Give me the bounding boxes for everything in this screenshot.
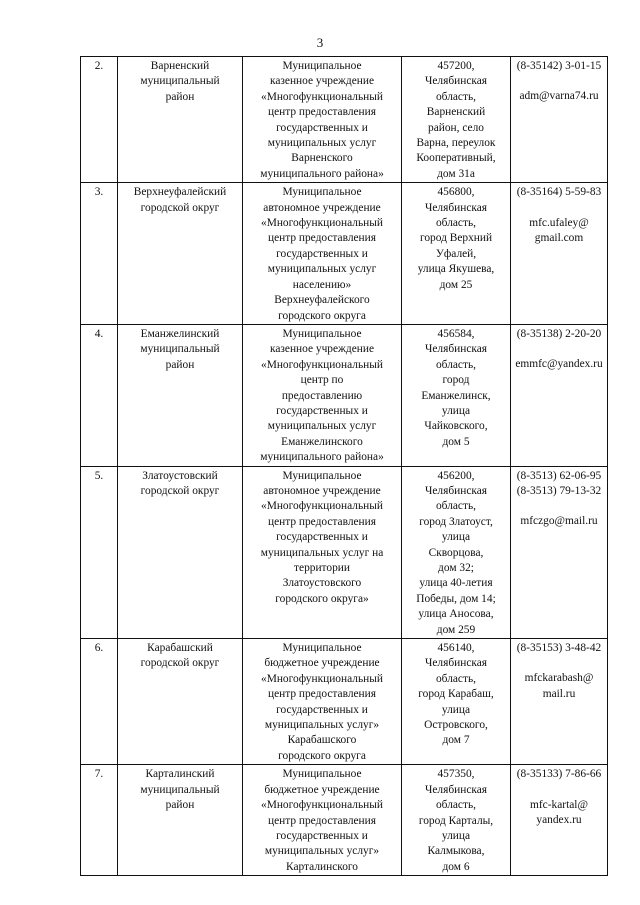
district-cell: [118, 183, 243, 325]
address-line: улица: [441, 531, 471, 544]
email-line: mail.ru: [542, 687, 576, 700]
address-line: Челябинская: [424, 343, 488, 356]
contact-spacer: [514, 201, 604, 216]
organization-line: государственных и: [276, 247, 368, 260]
organization-line: Карталинского: [286, 860, 358, 873]
district-cell: [118, 324, 243, 466]
address-cell: [402, 639, 511, 765]
organization-cell: [243, 324, 402, 466]
address-line: дом 6: [442, 860, 470, 873]
address-line: дом 259: [436, 623, 476, 636]
contact-spacer: [514, 74, 604, 89]
address-line: Челябинская: [424, 201, 488, 214]
organization-cell: [243, 183, 402, 325]
mfc-table-body: [81, 57, 608, 876]
organization-line: муниципального района»: [260, 167, 384, 180]
address-line: Победы, дом 14;: [416, 592, 496, 605]
contact-spacer: [514, 656, 604, 671]
table-row: [81, 466, 608, 638]
district-line: Верхнеуфалейский: [133, 186, 227, 199]
email-line: mfczgo@mail.ru: [520, 515, 598, 528]
organization-line: центр по: [300, 374, 344, 387]
address-line: область,: [435, 799, 477, 812]
phone-line: (8-35164) 5-59-83: [516, 186, 602, 199]
row-number-cell: 4.: [81, 324, 118, 466]
organization-line: предоставлению: [281, 389, 363, 402]
address-line: область,: [435, 217, 477, 230]
organization-line: центр предоставления: [267, 814, 376, 827]
address-cell: [402, 466, 511, 638]
organization-line: казенное учреждение: [269, 343, 375, 356]
organization-line: «Многофункциональный: [261, 500, 383, 513]
organization-line: автономное учреждение: [263, 484, 381, 497]
address-line: Еманжелинск,: [421, 389, 491, 402]
district-line: район: [165, 799, 195, 812]
address-line: область,: [435, 500, 477, 513]
address-line: Челябинская: [424, 657, 488, 670]
contact-cell: [511, 57, 608, 183]
organization-line: государственных и: [276, 531, 368, 544]
address-line: Варненский: [426, 106, 486, 119]
organization-line: населению»: [292, 278, 352, 291]
organization-line: бюджетное учреждение: [264, 657, 380, 670]
organization-line: «Многофункциональный: [261, 90, 383, 103]
district-cell: [118, 639, 243, 765]
organization-line: Муниципальное: [282, 60, 362, 72]
organization-line: казенное учреждение: [269, 75, 375, 88]
address-line: Челябинская: [424, 484, 488, 497]
address-line: Челябинская: [424, 783, 488, 796]
address-line: улица: [441, 703, 471, 716]
contact-spacer: [514, 499, 604, 514]
district-line: муниципальный: [140, 343, 220, 356]
organization-line: Муниципальное: [282, 469, 362, 482]
page-number: 3: [316, 35, 324, 50]
mfc-table: [80, 56, 608, 876]
address-line: область,: [435, 90, 477, 103]
address-line: дом 32;: [438, 562, 474, 574]
organization-line: Верхнеуфалейского: [274, 294, 370, 307]
district-line: район: [165, 358, 195, 371]
organization-line: муниципальных услуг: [267, 420, 377, 433]
address-line: улица: [441, 829, 471, 842]
row-number-cell: 5.: [81, 466, 118, 638]
address-line: Уфалей,: [435, 247, 477, 260]
address-line: город Златоуст,: [419, 515, 493, 528]
organization-line: центр предоставления: [267, 688, 376, 701]
address-line: улица 40-летия: [419, 577, 493, 590]
district-line: Карталинский: [145, 768, 215, 781]
address-line: дом 5: [442, 435, 470, 448]
row-number-cell: 3.: [81, 183, 118, 325]
organization-line: центр предоставления: [267, 232, 376, 245]
organization-line: бюджетное учреждение: [264, 783, 380, 796]
address-line: город: [442, 374, 470, 387]
address-line: дом 31а: [437, 167, 475, 180]
address-line: 456140,: [437, 642, 475, 655]
organization-line: муниципальных услуг на: [260, 546, 384, 559]
row-number-cell: 6.: [81, 639, 118, 765]
organization-line: Муниципальное: [282, 327, 362, 340]
organization-line: муниципальных услуг: [267, 263, 377, 276]
email-line: mfc.ufaley@: [529, 216, 589, 229]
address-line: Челябинская: [424, 75, 488, 88]
organization-line: муниципального района»: [260, 451, 384, 464]
contact-spacer: [514, 342, 604, 357]
address-cell: [402, 183, 511, 325]
address-line: город Верхний: [419, 232, 493, 245]
contact-cell: [511, 324, 608, 466]
phone-line: (8-3513) 79-13-32: [516, 484, 602, 497]
table-row: [81, 324, 608, 466]
district-cell: [118, 466, 243, 638]
address-line: Варна, переулок: [416, 137, 496, 150]
phone-line: (8-35138) 2-20-20: [516, 327, 602, 340]
organization-cell: [243, 57, 402, 183]
address-line: Чайковского,: [424, 420, 488, 433]
organization-cell: [243, 639, 402, 765]
organization-line: Муниципальное: [282, 768, 362, 781]
row-number-cell: 2.: [81, 57, 118, 183]
district-line: муниципальный: [140, 75, 220, 88]
organization-line: «Многофункциональный: [261, 672, 383, 685]
email-line: mfckarabash@: [524, 672, 594, 685]
district-cell: [118, 57, 243, 183]
organization-line: Муниципальное: [282, 642, 362, 655]
table-row: [81, 57, 608, 183]
address-line: район, село: [428, 121, 484, 134]
address-line: Скворцова,: [428, 546, 484, 559]
email-line: mfc-kartal@: [530, 798, 588, 811]
address-line: город Карабаш,: [418, 688, 494, 701]
address-line: 456200,: [437, 469, 475, 482]
phone-line: (8-35142) 3-01-15: [516, 60, 602, 72]
district-line: район: [165, 90, 195, 103]
address-line: улица Якушева,: [417, 263, 495, 276]
organization-line: территории: [294, 562, 350, 574]
address-cell: [402, 324, 511, 466]
organization-line: «Многофункциональный: [261, 217, 383, 230]
organization-line: Златоустовского: [282, 577, 362, 590]
contact-cell: [511, 765, 608, 876]
organization-line: Варненского: [291, 152, 353, 165]
organization-line: городского округа»: [275, 592, 369, 605]
organization-line: автономное учреждение: [263, 201, 381, 214]
address-line: дом 7: [442, 734, 470, 747]
organization-line: центр предоставления: [267, 106, 376, 119]
table-row: [81, 765, 608, 876]
address-line: Калмыкова,: [427, 845, 485, 858]
address-line: 457200,: [437, 60, 475, 72]
organization-line: городского округа: [278, 749, 366, 762]
organization-line: городского округа: [278, 309, 366, 322]
organization-cell: [243, 765, 402, 876]
district-line: Златоустовский: [142, 469, 218, 482]
organization-line: Карабашского: [287, 734, 357, 747]
district-line: городской округ: [140, 201, 220, 214]
address-cell: [402, 765, 511, 876]
address-line: Кооперативный,: [416, 152, 496, 165]
address-line: город Карталы,: [418, 814, 494, 827]
organization-line: муниципальных услуг: [267, 137, 377, 150]
table-row: [81, 639, 608, 765]
address-line: улица Аносова,: [418, 608, 494, 621]
district-line: муниципальный: [140, 783, 220, 796]
district-line: Еманжелинский: [140, 327, 220, 340]
table-row: [81, 183, 608, 325]
organization-line: муниципальных услуг»: [264, 719, 380, 732]
organization-line: «Многофункциональный: [261, 358, 383, 371]
address-line: область,: [435, 672, 477, 685]
district-cell: [118, 765, 243, 876]
organization-line: государственных и: [276, 404, 368, 417]
organization-line: Муниципальное: [282, 186, 362, 199]
district-line: городской округ: [140, 657, 220, 670]
contact-cell: [511, 466, 608, 638]
district-line: городской округ: [140, 484, 220, 497]
phone-line: (8-35133) 7-86-66: [516, 768, 602, 781]
email-line: adm@varna74.ru: [519, 90, 599, 103]
address-line: Островского,: [424, 719, 488, 732]
contact-cell: [511, 183, 608, 325]
organization-line: государственных и: [276, 829, 368, 842]
organization-line: центр предоставления: [267, 515, 376, 528]
row-number-cell: 7.: [81, 765, 118, 876]
email-line: emmfc@yandex.ru: [515, 358, 603, 371]
address-line: 456584,: [437, 327, 475, 340]
district-line: Варненский: [150, 60, 210, 72]
district-line: Карабашский: [147, 642, 213, 655]
address-line: область,: [435, 358, 477, 371]
email-line: gmail.com: [534, 232, 584, 245]
contact-spacer: [514, 783, 604, 798]
address-cell: [402, 57, 511, 183]
address-line: улица: [441, 404, 471, 417]
organization-line: «Многофункциональный: [261, 799, 383, 812]
address-line: 456800,: [437, 186, 475, 199]
address-line: 457350,: [437, 768, 475, 781]
organization-line: Еманжелинского: [281, 435, 363, 448]
organization-line: муниципальных услуг»: [264, 845, 380, 858]
email-line: yandex.ru: [536, 814, 582, 827]
organization-line: государственных и: [276, 121, 368, 134]
address-line: дом 25: [439, 278, 473, 291]
contact-cell: [511, 639, 608, 765]
phone-line: (8-3513) 62-06-95: [516, 469, 602, 482]
organization-line: государственных и: [276, 703, 368, 716]
organization-cell: [243, 466, 402, 638]
phone-line: (8-35153) 3-48-42: [516, 642, 602, 655]
